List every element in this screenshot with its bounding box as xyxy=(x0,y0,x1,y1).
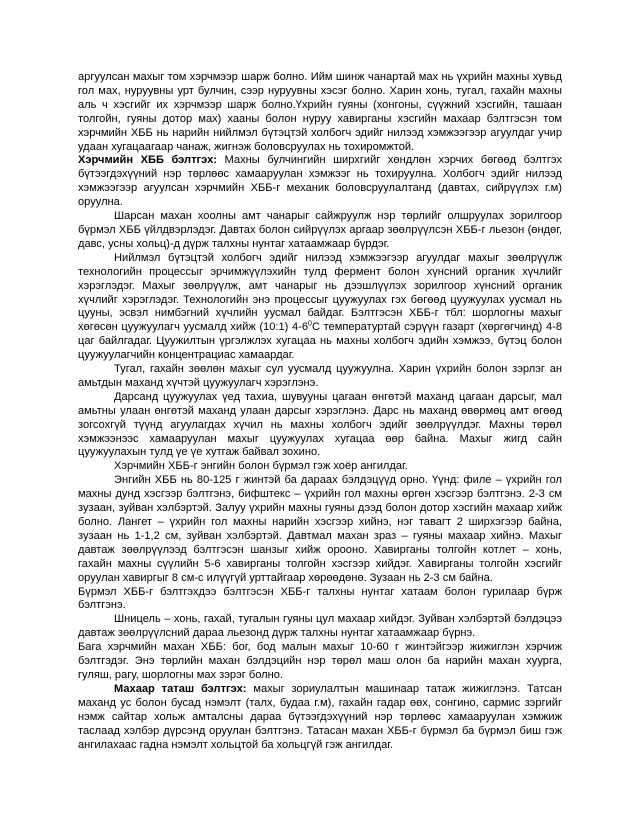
paragraph-text: С температуртай сэрүүн газарт (хөргөгчинд) 4-8 цаг байлгадаг. Цуужилтын үргэлжлэх хугацаа нь махны холбогч эдийн хэмжээ, бүтэц болон цуужуулагчийн концентрациас хамаардаг. xyxy=(78,321,563,362)
paragraph-11 xyxy=(78,641,562,683)
paragraph-text: Тугал, гахайн зөөлөн махыг сул уусмалд цуужуулна. Харин үхрийн болон зэрлэг ан амьтдын маханд хүчтэй цуужуулагч хэрэглэнэ. xyxy=(78,363,562,389)
paragraph-9 xyxy=(78,586,562,614)
paragraph-10 xyxy=(78,613,562,641)
paragraph-1 xyxy=(78,71,562,154)
paragraph-text: аргуулсан махыг том хэрчмээр шарж болно. Ийм шинж чанартай мах нь үхрийн махны хувьд гол мах, нуруувны урт булчин, сээр нуруувны хэсэг болно. Харин хонь, тугал, гахайн махны аль ч хэсгийг их хэрчмээр шарж болно.Үхрийн гуяны (хонгоны, сүүжний хэсгийн, ташаан толгойн, гуяны дотор мах) хааны болон нуруу хавирганы хэсгийн махаар бэлтгэсэн том хэрчмийн ХББ нь нарийн нийлмэл бүтэцтэй холбогч эдийг нилээд хэмжээгээр агуулдаг учир удаан хугацаагаар чанаж, жигнэж боловсруулах нь тохиромжтой. xyxy=(78,71,562,153)
paragraph-text: Дарсанд цуужуулах үед тахиа, шувууны цагаан өнгөтэй маханд цагаан дарсыг, мал амьтны улаан өнгөтэй маханд улаан дарсыг хэрэглэнэ. Дарс нь маханд өвөрмөц амт өгөөд зогсохгүй түүнд агуулагдах хүчил нь махны холбогч эдийг зөөлрүүлдэг. Махны төрөл хэмжээнээс хамааруулан махыг цуужуулах хугацаа өөр байна. Махыг жигд сайн цуужуулахын тулд үе үе хутгаж байвал зохино. xyxy=(78,390,562,459)
paragraph-12 xyxy=(78,683,562,753)
paragraph-7 xyxy=(78,460,562,474)
paragraph-text: Махны булчингийн ширхгийг хөндлөн хэрчих бөгөөд бэлтгэх бүтээгдэхүүний нэр төрлөөс хамааруулан хэмжээг нь тохируулна. Холбогч эдийг нилээд хэмжээгээр агуулсан хэрчмийн ХББ-г механик боловсруулалтанд (давтах, сийрүүлэх г.м) оруулна. xyxy=(78,154,563,209)
paragraph-text: Нийлмэл бүтэцтэй холбогч эдийг нилээд хэмжээгээр агуулдаг махыг зөөлрүүлж технологийн процессыг эрчимжүүлэхийн тулд фермент болон хүнсний органик хүчлийг хэрэглэдэг. Махыг зөөлрүүлж, амт чанарыг нь дээшлүүлэх зорилгоор хүнсний органик хүчлийг хэрэглэдэг. Технологийн энэ процессыг цуужуулах гэх бөгөөд цуужуулах уусмал нь цууны, эсвэл нимбэгний хүчлийн уусмал байдаг. Бэлтгэсэн ХББ-г тбл: шорлогны махыг хөгөсөн цуужуулагч уусмалд хийж (10:1) 4-6 xyxy=(78,251,562,334)
paragraph-text: Шницель – хонь, гахай, тугалын гуяны цул махаар хийдэг. Зуйван хэлбэртэй бэлдэцээ давтаж зөөлрүүлсний дараа льезонд дүрж талхны нунтаг хатаамжаар бүрнэ. xyxy=(78,613,562,640)
paragraph-text: Хэрчмийн ХББ-г энгийн болон бүрмэл гэж хоёр ангилдаг. xyxy=(114,460,408,473)
paragraph-text: Бүрмэл ХББ-г бэлтгэхдээ бэлтгэсэн ХББ-г талхны нунтаг хатаам болон гурилаар бүрж бэлтгэнэ. xyxy=(78,585,562,612)
paragraph-3 xyxy=(78,210,562,252)
paragraph-4 xyxy=(78,252,562,363)
paragraph-5 xyxy=(78,363,562,391)
section-heading: Хэрчмийн ХББ бэлтгэх: xyxy=(78,154,217,167)
paragraph-6 xyxy=(78,391,562,461)
paragraph-text: махыг зориулалтын машинаар татаж жижиглэнэ. Татсан маханд ус болон бусад нэмэлт (талх, будаа г.м), гахайн гадар өөх, сонгино, сармис зэргийг нэмж сайтар хольж амталсны дараа бүтээгдэхүүний нэр төрлөөс хамааруулан хэмжиж таслаад хэлбэр дүрсэнд оруулан бэлтгэнэ. Татасан махан ХББ-г бүрмэл ба бүрмэл биш гэж ангилахаас гадна нэмэлт хольцтой ба хольцгүй гэж ангилдаг. xyxy=(78,682,563,751)
paragraph-2 xyxy=(78,154,562,210)
paragraph-text: Бага хэрчмийн махан ХББ: бог, бод малын махыг 10-60 г жинтэйгээр жижиглэн хэрчиж бэлтгэдэг. Энэ төрлийн махан бэлдэцийн нэр төрөл маш олон ба нарийн махан хуурга, гуляш, рагу, шорлогны мах зэрэг болно. xyxy=(78,641,562,681)
paragraph-text: Энгийн ХББ нь 80-125 г жинтэй ба дараах бэлдэцүүд орно. Үүнд: филе – үхрийн гол махны дунд хэсгээр бэлтгэнэ, бифштекс – үхрийн гол махны өргөн хэсгээр бэлтгэнэ. 2-3 см зузаан, зуйван хэлбэртэй. Залуу үхрийн махны гуяны дээд болон дотор хэсгийн махаар хийж болно. Лангет – үхрийн гол махны нарийн хэсгээр хийнэ, нэг тавагт 2 ширхэгээр байна, зузаан нь 1-1,2 см, зуйван хэлбэртэй. Давтмал махан зраз – гуяны махаар хийнэ. Махыг давтаж зөөлрүүлээд бэлтгэсэн шанзыг хийж ороонo. Хавирганы толгойн котлет – хонь, гахайн махны сүүлийн 5-6 хавирганы толгойн хэсгээр хийдэг. Хавирганы толгойн хэсгийг оруулан хавиргыг 8 см-с илүүгүй урттайгаар хөрөөдөнө. Зузаан нь 2-3 см байна. xyxy=(78,474,562,584)
superscript: 0 xyxy=(308,320,312,328)
section-heading: Махаар таташ бэлтгэх: xyxy=(114,682,247,695)
paragraph-text: Шарсан махан хоолны амт чанарыг сайжруулж нэр төрлийг олшруулах зорилгоор бүрмэл ХББ үйлдвэрлэдэг. Давтах болон сийрүүлэх аргаар зөөлрүүлсэн ХББ-г льезон (өндөг, давс, усны хольц)-д дүрж талхны нунтаг хатаамжаар бүрдэг. xyxy=(78,210,562,250)
document-page xyxy=(78,71,562,752)
paragraph-8 xyxy=(78,474,562,585)
